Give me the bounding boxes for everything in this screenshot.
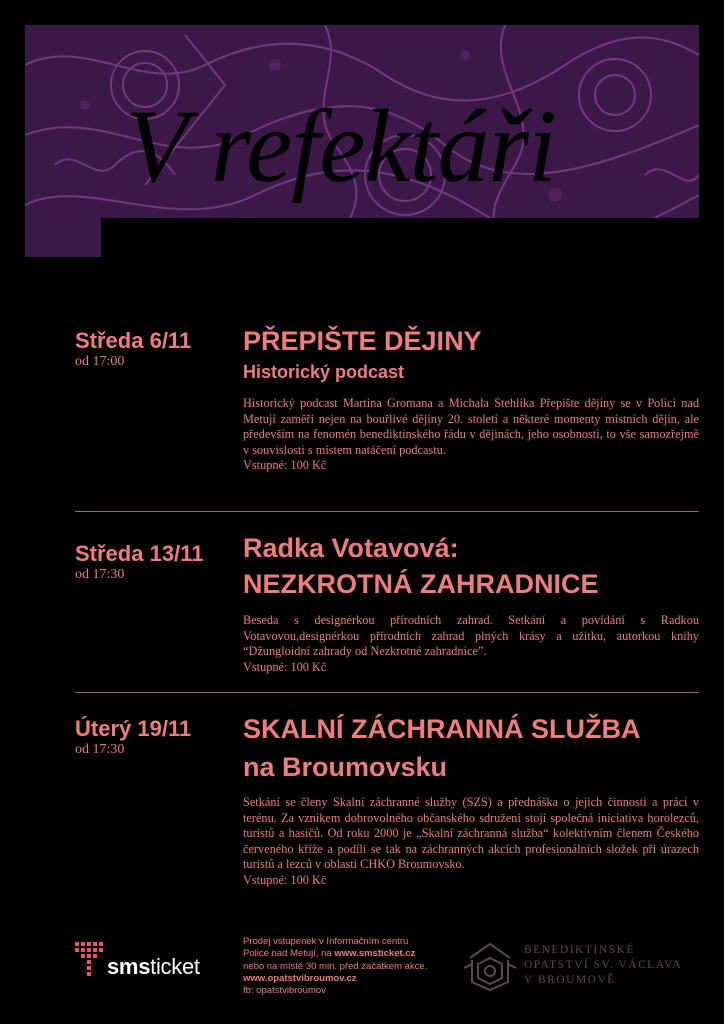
abbey-name-line: V BROUMOVĚ — [524, 974, 616, 986]
event-3-title-line-1: SKALNÍ ZÁCHRANNÁ SLUŽBA — [243, 714, 641, 744]
event-3-description-text: Setkání se členy Skalní záchranné služby (SZS) a přednáška o jejich činnosti a práci v terénu. Za vznikem dobrovolného občanského sdružení stojí společná iniciativa horolezců, turistů a hasičů. Od roku 2000 je „Skalní záchranná služba“ kolektivním členem Českého červeného kříže a podílí se tak na záchranných akcích profesionálních složek při úrazech turistů a lezců v oblasti CHKO Broumovsko. — [243, 795, 699, 871]
smsticket-logo[interactable] — [75, 940, 225, 980]
event-1-title: PŘEPIŠTE DĚJINY — [243, 326, 482, 356]
ticket-info-line: Prodej vstupenek v Informačním centru — [243, 936, 409, 947]
website-link[interactable]: www.opatstvibroumov.cz — [243, 972, 357, 984]
ticket-info-prefix: Police nad Metují, na — [243, 948, 335, 960]
event-3-title-line-2: na Broumovsku — [243, 752, 448, 782]
event-1-price: Vstupné: 100 Kč — [243, 458, 327, 472]
header-banner — [25, 25, 699, 257]
smsticket-dots-icon — [75, 942, 105, 978]
ticket-info-line: nebo na místě 30 min. před začátkem akce. — [243, 960, 428, 972]
event-2-description — [243, 613, 699, 675]
event-2-title-line-2: NEZKROTNÁ ZAHRADNICE — [243, 569, 599, 599]
divider — [75, 692, 699, 693]
event-2-title-line-1: Radka Votavová: — [243, 533, 459, 563]
ticket-info — [243, 936, 427, 997]
abbey-name-line: BENEDIKTINSKÉ — [524, 944, 635, 956]
abbey-name — [524, 943, 682, 988]
event-3-price: Vstupné: 100 Kč — [243, 872, 327, 887]
abbey-name-line: OPATSTVÍ SV. VÁCLAVA — [524, 959, 683, 971]
page-title: V refektáři — [125, 89, 556, 204]
abbey-crest-icon — [462, 938, 518, 994]
ticket-info-line — [243, 948, 427, 960]
event-2-price: Vstupné: 100 Kč — [243, 659, 327, 674]
event-1-description — [243, 396, 699, 474]
event-1-subtitle: Historický podcast — [243, 362, 405, 382]
smsticket-wordmark-bold: sms — [107, 954, 151, 979]
event-2-description-text: Beseda s designérkou přírodních zahrad. Setkání a povídání s Radkou Votavovou,designérkou přírodních zahrad plných krásy a užitku, autorkou knihy “Džungloidní zahrady od Nezkrotné zahradnice”. — [243, 613, 699, 658]
smsticket-link[interactable]: www.smsticket.cz — [334, 948, 416, 960]
event-3-time: od 17:30 — [75, 742, 125, 757]
event-1-date: Středa 6/11 — [75, 328, 192, 353]
smsticket-wordmark-rest: ticket — [150, 954, 200, 979]
event-2-time: od 17:30 — [75, 567, 125, 582]
event-2-date: Středa 13/11 — [75, 541, 204, 566]
banner-black-bar — [101, 218, 699, 257]
event-3-description — [243, 795, 699, 888]
event-1-description-text: Historický podcast Martina Gromana a Michala Stehlíka Přepište dějiny se v Polici nad Metují zaměří nejen na bouřlivé dějiny 20. století a některé momenty místních dějin, ale především na fenomén benediktinského řádu v dějinách, jeho osobnosti, to vše samozřejmě v souvislosti s místem natáčení podcastu. — [243, 396, 699, 457]
smsticket-wordmark — [107, 954, 200, 980]
event-3-date: Úterý 19/11 — [75, 716, 192, 741]
event-1-time: od 17:00 — [75, 354, 125, 369]
divider — [75, 511, 699, 512]
facebook-link[interactable]: fb: opatstvibroumov — [243, 985, 326, 997]
abbey-logo — [462, 938, 702, 998]
